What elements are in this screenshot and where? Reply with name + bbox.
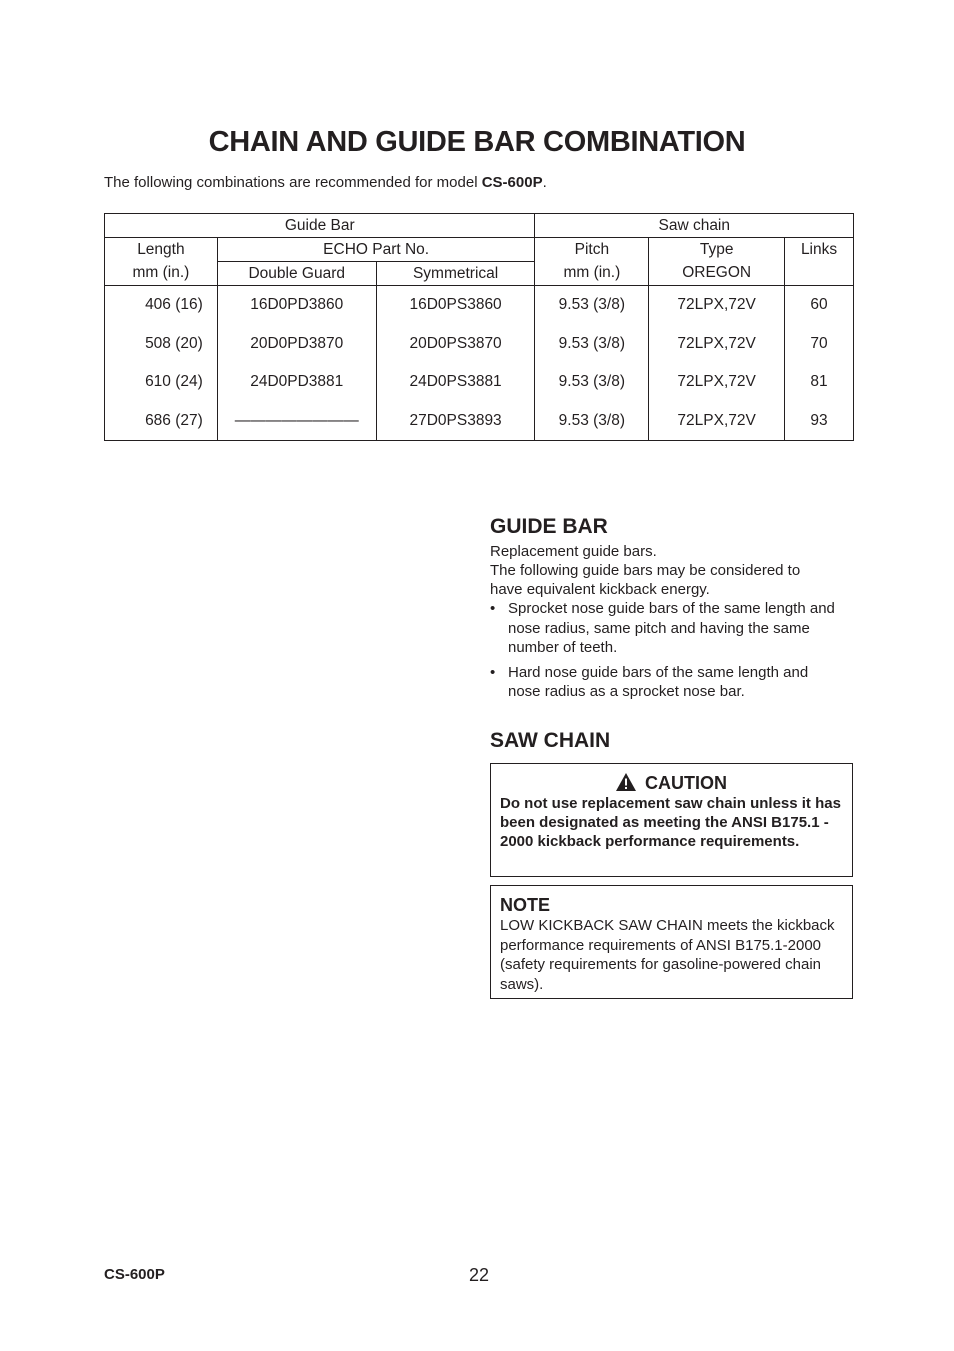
cell-symmetrical: 16D0PS3860: [376, 286, 535, 325]
footer-model: CS-600P: [104, 1266, 165, 1283]
cell-pitch: 9.53 (3/8): [535, 325, 649, 364]
caution-title: CAUTION: [645, 773, 727, 793]
header-type-brand: OREGON: [649, 262, 785, 286]
intro-sentence: The following combinations are recommended for model: [104, 174, 482, 191]
cell-symmetrical: 27D0PS3893: [376, 402, 535, 441]
caution-box: [490, 763, 853, 877]
guide-bar-para-1: Replacement guide bars.: [490, 543, 657, 560]
list-item: [490, 599, 835, 658]
header-links: Links: [785, 238, 854, 262]
bullet-text: Sprocket nose guide bars of the same length and nose radius, same pitch and having the same number of teeth.: [508, 600, 835, 656]
header-pitch: Pitch: [535, 238, 649, 262]
table-row: [105, 363, 854, 402]
cell-type: 72LPX,72V: [649, 286, 785, 325]
page-number: 22: [468, 1265, 490, 1285]
cell-double-guard: ————————: [217, 402, 376, 441]
list-item: [490, 663, 835, 702]
intro-end: .: [542, 174, 547, 191]
cell-length: 508 (20): [105, 325, 218, 364]
cell-pitch: 9.53 (3/8): [535, 402, 649, 441]
header-guide-bar: Guide Bar: [105, 214, 535, 238]
guide-bar-para-2: The following guide bars may be considered to have equivalent kickback energy.: [490, 562, 801, 598]
cell-double-guard: 24D0PD3881: [217, 363, 376, 402]
cell-symmetrical: 20D0PS3870: [376, 325, 535, 364]
cell-pitch: 9.53 (3/8): [535, 363, 649, 402]
header-type: Type: [649, 238, 785, 262]
note-title: NOTE: [500, 895, 551, 915]
bullet-text: Hard nose guide bars of the same length and nose radius as a sprocket nose bar.: [508, 663, 809, 700]
cell-length: 686 (27): [105, 402, 218, 441]
note-text: LOW KICKBACK SAW CHAIN meets the kickback performance requirements of ANSI B175.1-2000 (safety requirements for gasoline-powered chain saws).: [500, 917, 835, 993]
header-links-blank: [785, 262, 854, 286]
cell-double-guard: 20D0PD3870: [217, 325, 376, 364]
header-length-unit: mm (in.): [105, 262, 218, 286]
guide-bar-bullets: [490, 599, 835, 707]
guide-bar-heading: GUIDE BAR: [490, 515, 608, 538]
cell-links: 81: [785, 363, 854, 402]
header-pitch-unit: mm (in.): [535, 262, 649, 286]
bullet-dot: •: [490, 600, 496, 617]
header-echo-part-no: ECHO Part No.: [217, 238, 535, 262]
cell-type: 72LPX,72V: [649, 402, 785, 441]
bullet-dot: •: [490, 663, 496, 681]
table-row: [105, 286, 854, 325]
cell-type: 72LPX,72V: [649, 325, 785, 364]
cell-links: 93: [785, 402, 854, 441]
header-symmetrical: Symmetrical: [376, 262, 535, 286]
cell-double-guard: 16D0PD3860: [217, 286, 376, 325]
cell-symmetrical: 24D0PS3881: [376, 363, 535, 402]
cell-length: 610 (24): [105, 363, 218, 402]
intro-model: CS-600P: [481, 174, 543, 191]
cell-type: 72LPX,72V: [649, 363, 785, 402]
header-double-guard: Double Guard: [217, 262, 376, 286]
cell-links: 70: [785, 325, 854, 364]
table-row: [105, 325, 854, 364]
cell-pitch: 9.53 (3/8): [535, 286, 649, 325]
note-box: [490, 885, 853, 999]
header-length: Length: [105, 238, 218, 262]
combination-table: [104, 213, 854, 441]
caution-header: [500, 772, 842, 794]
intro-text: [104, 174, 547, 191]
cell-links: 60: [785, 286, 854, 325]
page-title: CHAIN AND GUIDE BAR COMBINATION: [208, 126, 746, 158]
warning-triangle-icon: [615, 773, 645, 793]
cell-length: 406 (16): [105, 286, 218, 325]
header-saw-chain: Saw chain: [535, 214, 854, 238]
guide-bar-intro: [490, 542, 835, 599]
table-row: [105, 402, 854, 441]
saw-chain-heading: SAW CHAIN: [490, 729, 611, 752]
caution-text: Do not use replacement saw chain unless it has been designated as meeting the ANSI B175.1 - 2000 kickback performance requirements.: [500, 795, 841, 850]
